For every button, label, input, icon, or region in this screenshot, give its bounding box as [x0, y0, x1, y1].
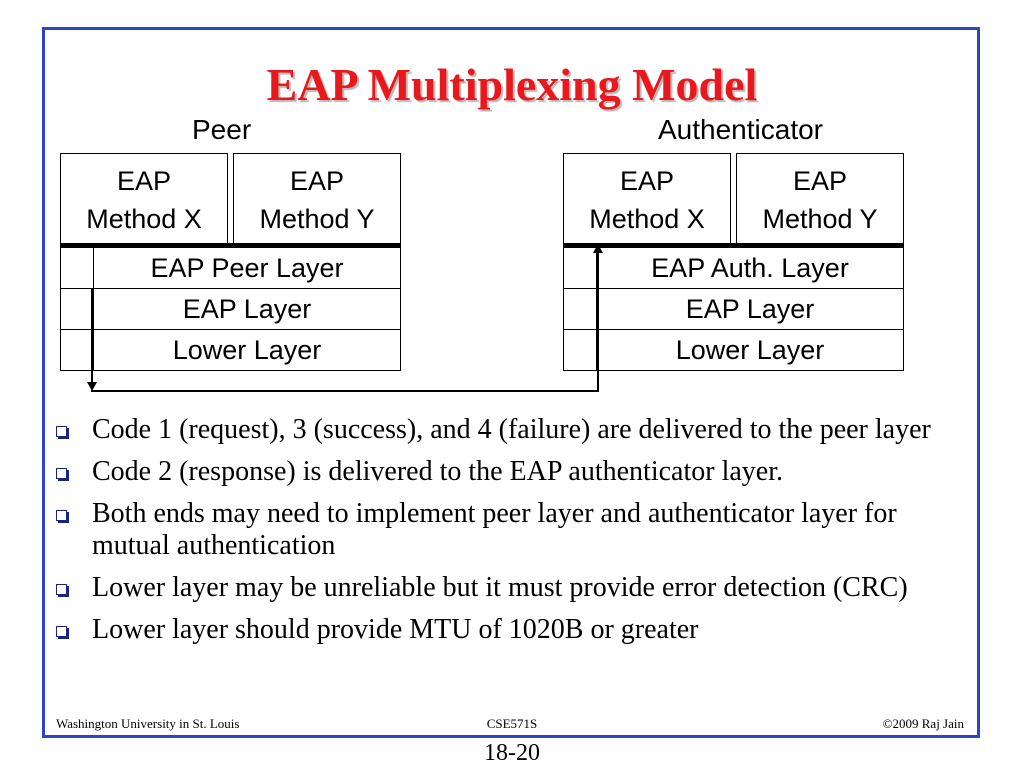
peer-heading: Peer — [192, 114, 252, 145]
checkbox-bullet-icon — [56, 584, 67, 595]
checkbox-bullet-icon — [56, 468, 67, 479]
peer-layer-box-2 — [60, 288, 401, 330]
auth-layer-label-3: Lower Layer — [675, 335, 825, 365]
auth-method-y-line2: Method Y — [762, 204, 878, 234]
peer-method-x-box — [60, 153, 228, 245]
auth-layer-cell-2 — [564, 289, 597, 329]
auth-layer-cell-3 — [564, 330, 597, 370]
peer-method-x-line1: EAP — [116, 166, 172, 196]
peer-layer-cell-3 — [61, 330, 94, 370]
bullet-item: Both ends may need to implement peer layer and authenticator layer for mutual authentication — [52, 498, 962, 562]
up-arrow-icon — [593, 244, 603, 253]
footer-right: ©2009 Raj Jain — [882, 716, 964, 731]
auth-method-x-line2: Method X — [589, 204, 705, 234]
auth-method-x-box — [563, 153, 731, 245]
authenticator-heading: Authenticator — [658, 114, 823, 145]
bullet-list — [52, 414, 962, 656]
bullet-item: Code 2 (response) is delivered to the EAP authenticator layer. — [52, 456, 962, 488]
auth-method-y-box — [736, 153, 904, 245]
bullet-item: Lower layer should provide MTU of 1020B or greater — [52, 614, 962, 646]
auth-layer-box-1 — [563, 247, 904, 289]
footer-center: CSE571S — [486, 716, 538, 731]
auth-connector-line — [597, 252, 599, 392]
auth-method-x-line1: EAP — [619, 166, 675, 196]
auth-layer-cell-1 — [564, 248, 597, 288]
peer-layer-box-1 — [60, 247, 401, 289]
peer-layer-label-1: EAP Peer Layer — [150, 253, 344, 283]
auth-layer-label-2: EAP Layer — [685, 294, 815, 324]
bottom-connector-line — [91, 390, 599, 392]
peer-layer-label-3: Lower Layer — [172, 335, 322, 365]
peer-layer-box-3 — [60, 329, 401, 371]
peer-layer-label-2: EAP Layer — [182, 294, 312, 324]
slide-title: EAP Multiplexing Model — [266, 59, 758, 110]
footer-left: Washington University in St. Louis — [56, 716, 240, 731]
checkbox-bullet-icon — [56, 510, 67, 521]
bullet-item: Code 1 (request), 3 (success), and 4 (failure) are delivered to the peer layer — [52, 414, 962, 446]
auth-layer-box-2 — [563, 288, 904, 330]
peer-layer-cell-1 — [61, 248, 94, 288]
page-number: 18-20 — [484, 740, 540, 766]
auth-layer-label-1: EAP Auth. Layer — [651, 253, 849, 283]
auth-method-y-line1: EAP — [792, 166, 848, 196]
peer-connector-line — [91, 289, 93, 385]
checkbox-bullet-icon — [56, 626, 67, 637]
peer-method-y-line2: Method Y — [259, 204, 375, 234]
checkbox-bullet-icon — [56, 426, 67, 437]
peer-layer-cell-2 — [61, 289, 94, 329]
bullet-item: Lower layer may be unreliable but it must provide error detection (CRC) — [52, 572, 962, 604]
peer-method-y-line1: EAP — [289, 166, 345, 196]
peer-method-x-line2: Method X — [86, 204, 202, 234]
auth-layer-box-3 — [563, 329, 904, 371]
peer-method-y-box — [233, 153, 401, 245]
